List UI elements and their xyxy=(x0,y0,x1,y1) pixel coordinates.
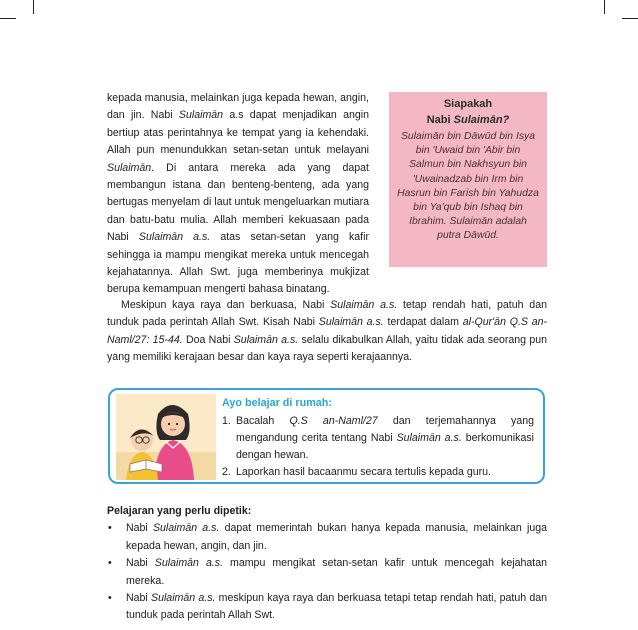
sidebar-title: Siapakah Nabi Sulaimān? xyxy=(426,98,510,126)
list-item: • Nabi Sulaimān a.s. dapat memerintah bukan hanya kepada manusia, melainkan juga kepada hewan, angin, dan jin. xyxy=(108,522,548,552)
home-study-title: Ayo belajar di rumah: xyxy=(222,397,332,409)
home-study-content xyxy=(222,395,534,481)
crop-mark-top-right xyxy=(622,18,638,19)
lessons-section xyxy=(107,503,547,625)
list-item: 1. Bacalah Q.S an-Naml/27 dan terjemahannya yang mengandung cerita tentang Nabi Sulaimān a.s. berkomunikasi dengan hewan. xyxy=(222,415,534,461)
sidebar-box xyxy=(389,92,547,267)
list-item: • Nabi Sulaimān a.s. meskipun kaya raya dan berkuasa tetapi tetap rendah hati, patuh dan tunduk pada perintah Allah Swt. xyxy=(108,592,547,622)
list-item: • Nabi Sulaimān a.s. mampu mengikat setan-setan kafir untuk mencegah kejahatan mereka. xyxy=(108,557,547,587)
list-item: 2. Laporkan hasil bacaanmu secara tertulis kepada guru. xyxy=(222,466,491,478)
crop-mark-top-left xyxy=(0,18,16,19)
lessons-title: Pelajaran yang perlu dipetik: xyxy=(107,505,252,517)
lessons-list xyxy=(107,520,547,624)
home-study-box xyxy=(108,388,545,484)
crop-mark-top-right-vertical xyxy=(604,0,605,14)
mother-and-child-reading-icon xyxy=(116,394,216,480)
sidebar-body: Sulaimān bin Dāwūd bin Isya bin 'Uwaid bin 'Abir bin Salmun bin Nakhsyun bin 'Uwainadzab bin Irm bin Hasrun bin Farish bin Yahudza bin Ya'qub bin Ishaq bin Ibrahim. Sulaimān adalah putra Dāwūd. xyxy=(397,131,539,242)
left-column-text: kepada manusia, melainkan juga kepada hewan, angin, dan jin. Nabi Sulaimān a.s dapat menjadikan angin bertiup atas perintahnya ke tempat yang ia kehendaki. Allah pun menundukkan setan-setan untuk melayani Sulaimān. Di antara mereka ada yang dapat membangun istana dan benteng-benteng, ada yang bertugas menyelam di laut untuk mengeluarkan mutiara dan batu-batu mulia. Allah memberi kekuasaan pada Nabi Sulaimān a.s. atas setan-setan yang kafir sehingga ia mampu mengikat mereka untuk mencegah kejahatannya. Allah Swt. juga memberinya mukjizat berupa kemampuan mengerti bahasa binatang. xyxy=(107,92,370,296)
crop-mark-top-left-vertical xyxy=(33,0,34,14)
home-study-list xyxy=(222,413,534,481)
paragraph-2: Meskipun kaya raya dan berkuasa, Nabi Sulaimān a.s. tetap rendah hati, patuh dan tunduk pada perintah Allah Swt. Kisah Nabi Sulaimān a.s. terdapat dalam al-Qur'ān Q.S an-Naml/27: 15-44. Doa Nabi Sulaimān a.s. selalu dikabulkan Allah, yaitu tidak ada seorang pun yang memiliki kerajaan besar dan kaya raya seperti kerajaannya. xyxy=(107,299,548,364)
